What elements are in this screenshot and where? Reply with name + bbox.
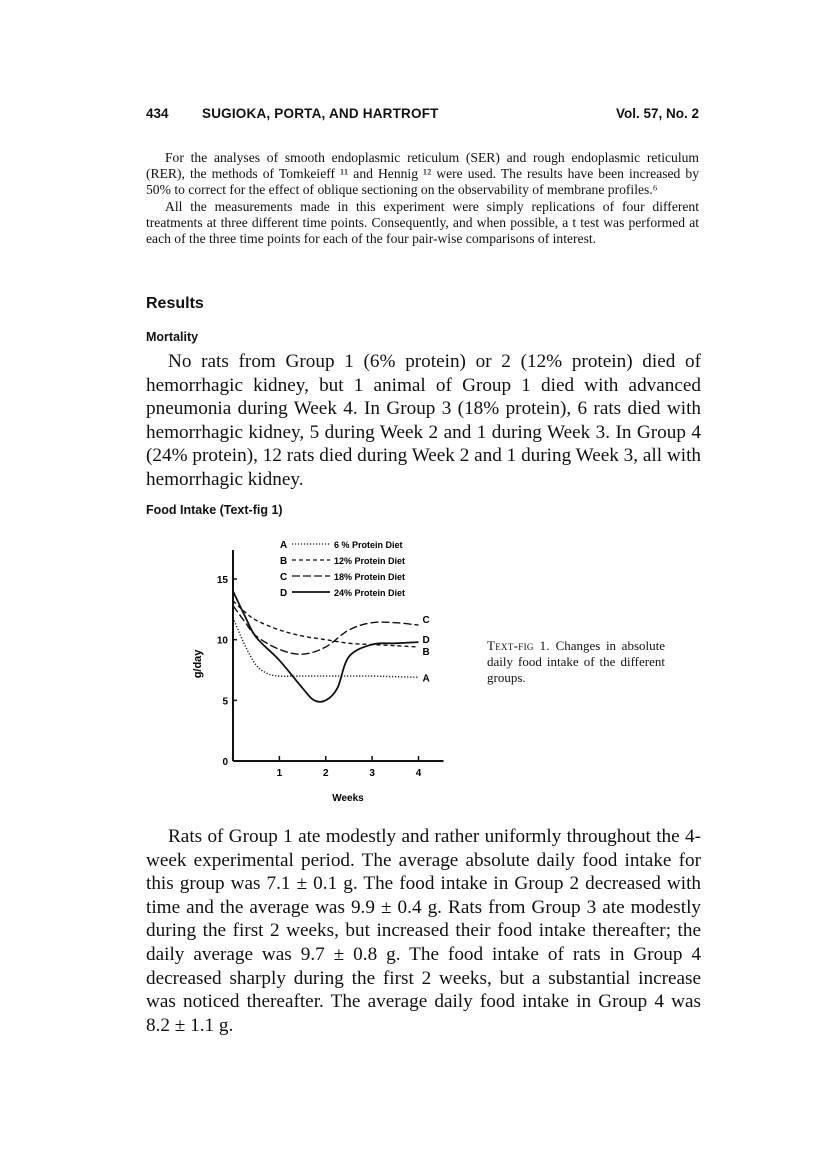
volume-issue: Vol. 57, No. 2 bbox=[615, 106, 699, 121]
food-intake-chart bbox=[180, 530, 470, 810]
series-end-label-a: A bbox=[422, 673, 430, 685]
mortality-paragraph: No rats from Group 1 (6% protein) or 2 (12% protein) died of hemorrhagic kidney, but 1 animal of Group 1 died with advanced pneumonia during Week 4. In Group 3 (18% protein), 6 rats died with hemorrhagic kidney, 5 during Week 2 and 1 during Week 3. In Group 4 (24% protein), 12 rats died during Week 2 and 1 during Week 3, all with hemorrhagic kidney. bbox=[146, 351, 701, 490]
caption-text: Changes in absolute daily food intake of the different groups. bbox=[487, 638, 665, 685]
running-header bbox=[146, 106, 699, 126]
food-intake-paragraph: Rats of Group 1 ate modestly and rather uniformly throughout the 4-week experimental period. The average absolute daily food intake for this group was 7.1 ± 0.1 g. The food intake in Group 2 decreased with time and the average was 9.9 ± 0.4 g. Rats from Group 3 ate modestly during the first 2 weeks, but increased their food intake thereafter; the daily average was 9.7 ± 0.8 g. The food intake of rats in Group 4 decreased sharply during the first 2 weeks, but a substantial increase was noticed thereafter. The average daily food intake in Group 4 was 8.2 ± 1.1 g. bbox=[146, 826, 701, 1036]
y-tick-label: 5 bbox=[222, 696, 228, 708]
x-tick-label: 2 bbox=[322, 768, 329, 779]
methods-text bbox=[146, 150, 699, 247]
x-tick-label: 4 bbox=[415, 768, 422, 779]
legend-key-c: C bbox=[280, 572, 288, 583]
y-tick-label: 0 bbox=[222, 757, 228, 768]
results-heading: Results bbox=[146, 295, 204, 312]
series-line-c bbox=[233, 606, 419, 655]
mortality-section bbox=[146, 350, 701, 492]
methods-paragraph-2: All the measurements made in this experiment were simply replications of four different treatments at three different time points. Consequently, and when possible, a t test was performed at each of the three time points for each of the four pair-wise comparisons of interest. bbox=[146, 198, 699, 247]
x-tick-label: 3 bbox=[369, 768, 375, 779]
mortality-heading: Mortality bbox=[146, 330, 199, 344]
legend-label-a: 6 % Protein Diet bbox=[334, 540, 403, 550]
series-end-label-d: D bbox=[422, 635, 430, 647]
legend-key-a: A bbox=[280, 540, 288, 551]
legend-label-d: 24% Protein Diet bbox=[334, 588, 406, 598]
y-tick-label: 15 bbox=[216, 575, 228, 586]
methods-paragraph-1: For the analyses of smooth endoplasmic reticulum (SER) and rough endoplasmic reticulum (RER), the methods of Tomkeieff ¹¹ and Hennig ¹² were used. The results have been increased by 50% to correct for the effect of oblique sectioning on the observability of membrane profiles.⁶ bbox=[146, 150, 699, 198]
series-end-label-b: B bbox=[422, 646, 430, 658]
running-authors: SUGIOKA, PORTA, AND HARTROFT bbox=[202, 106, 439, 121]
y-axis-label: g/day bbox=[192, 649, 204, 679]
plot-area bbox=[192, 550, 444, 804]
legend-label-c: 18% Protein Diet bbox=[334, 572, 406, 582]
y-tick-label: 10 bbox=[216, 635, 228, 647]
legend-key-b: B bbox=[280, 556, 288, 567]
series-end-label-c: C bbox=[422, 615, 430, 627]
food-intake-section bbox=[146, 825, 701, 1037]
legend-label-b: 12% Protein Diet bbox=[334, 556, 406, 566]
caption-label: Text-fig 1. bbox=[487, 638, 550, 653]
figure-caption bbox=[487, 638, 665, 686]
food-intake-heading: Food Intake (Text-fig 1) bbox=[146, 503, 283, 517]
chart-legend bbox=[280, 540, 405, 599]
page-number: 434 bbox=[146, 106, 169, 121]
legend-key-d: D bbox=[280, 588, 288, 599]
x-tick-label: 1 bbox=[276, 768, 283, 779]
x-axis-label: Weeks bbox=[332, 793, 364, 804]
